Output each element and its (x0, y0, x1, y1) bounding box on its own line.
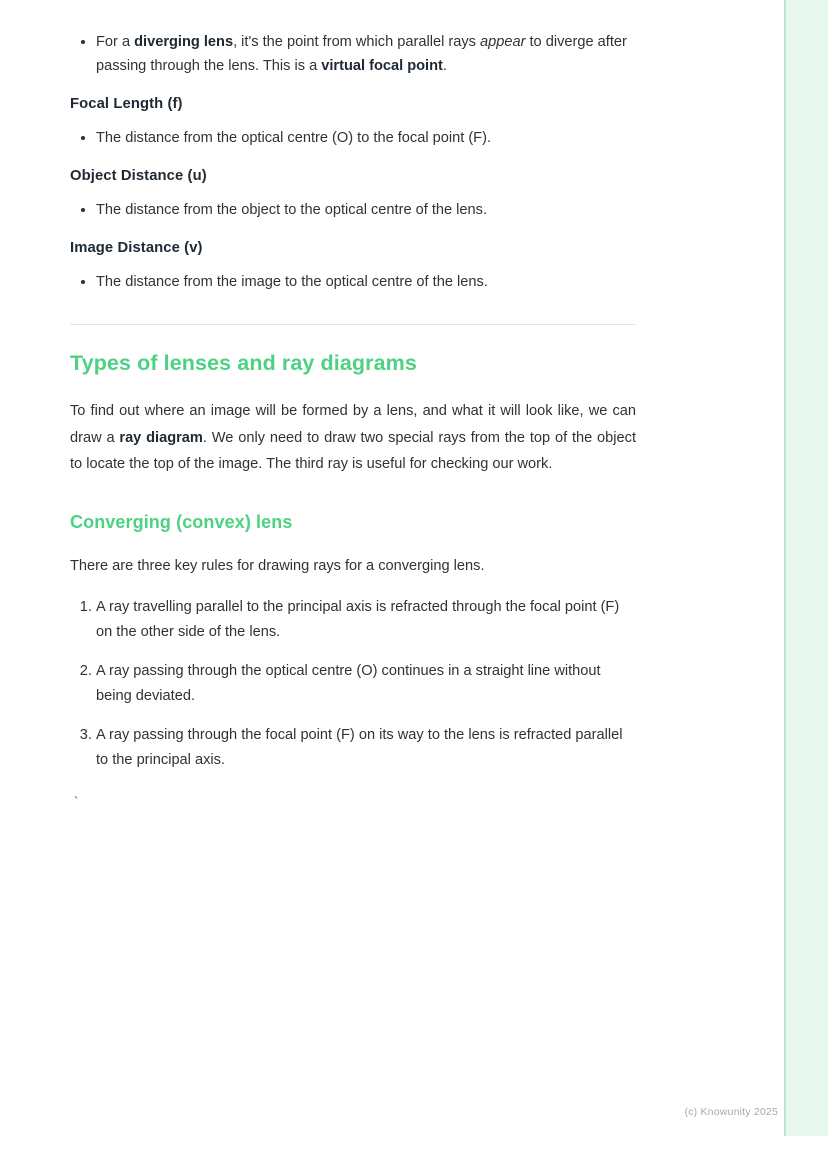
section-paragraph: To find out where an image will be formed by a lens, and what it will look like, we can draw a ray diagram. We only need to draw two special rays from the top of the object to locate the top of the image. The third ray is useful for checking our work. (70, 403, 636, 472)
list-item: • The distance from the optical centre (O) to the focal point (F). (96, 126, 636, 150)
section-divider (70, 324, 636, 325)
converging-lens-rules (70, 595, 636, 773)
object-distance-list (70, 198, 636, 222)
subsection-intro: There are three key rules for drawing rays for a converging lens. (70, 557, 485, 574)
list-item (96, 30, 636, 78)
page-side-band (784, 0, 828, 1136)
heading-focal-length: Focal Length (f) (70, 96, 183, 112)
list-item: 2. A ray passing through the optical centre (O) continues in a straight line without being deviated. (96, 659, 636, 709)
heading-object-distance: Object Distance (u) (70, 168, 207, 184)
stray-backtick: ` (74, 794, 79, 809)
subsection-title: Converging (convex) lens (70, 511, 293, 532)
list-item: • The distance from the image to the optical centre of the lens. (96, 270, 636, 294)
list-item: • The distance from the object to the optical centre of the lens. (96, 198, 636, 222)
focal-point-bullet-list (70, 30, 636, 78)
section-title: Types of lenses and ray diagrams (70, 351, 417, 375)
list-item: 1. A ray travelling parallel to the principal axis is refracted through the focal point (F) on the other side of the lens. (96, 595, 636, 645)
heading-image-distance: Image Distance (v) (70, 240, 203, 256)
image-distance-list (70, 270, 636, 294)
diverging-lens-text: For a diverging lens, it's the point from which parallel rays appear to diverge after passing through the lens. This is a virtual focal point. (96, 34, 627, 74)
list-item: 3. A ray passing through the focal point (F) on its way to the lens is refracted parallel to the principal axis. (96, 723, 636, 773)
focal-length-list (70, 126, 636, 150)
footer-credit: (c) Knowunity 2025 (684, 1106, 778, 1118)
